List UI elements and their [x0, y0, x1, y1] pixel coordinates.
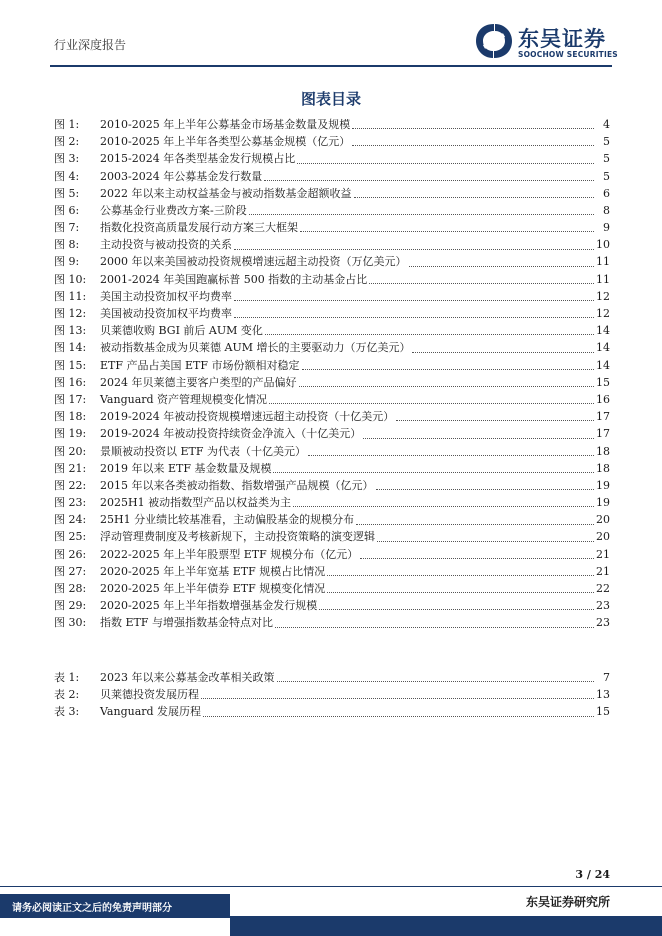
toc-entry-number: 图 29: — [54, 599, 87, 613]
toc-entry-title: Vanguard 发展历程 — [100, 705, 202, 719]
toc-entry-number: 图 19: — [54, 427, 87, 441]
toc-entry-title: 浮动管理费制度及考核新规下，主动投资策略的演变逻辑 — [100, 530, 375, 544]
toc-entry-title: 2024 年贝莱德主要客户类型的产品偏好 — [100, 375, 297, 389]
toc-entry-number: 图 24: — [54, 513, 87, 527]
toc-entry-title: Vanguard 资产管理规模变化情况 — [100, 392, 268, 406]
logo-chinese-name: 东吴证券 — [518, 27, 606, 51]
toc-leader-dots — [297, 163, 594, 164]
toc-entry-page: 5 — [603, 169, 610, 183]
toc-leader-dots — [354, 197, 595, 198]
header-divider — [50, 65, 612, 67]
toc-leader-dots — [327, 575, 594, 576]
toc-leader-dots — [360, 558, 594, 559]
toc-entry-title: 贝莱德收购 BGI 前后 AUM 变化 — [100, 324, 263, 338]
figure-toc-entry[interactable] — [54, 408, 610, 425]
toc-leader-dots — [273, 472, 594, 473]
figure-toc-entry[interactable] — [54, 150, 610, 167]
toc-entry-number: 图 3: — [54, 152, 80, 166]
figure-toc-entry[interactable] — [54, 529, 610, 546]
figure-toc-entry[interactable] — [54, 133, 610, 150]
figure-toc-entry[interactable] — [54, 305, 610, 322]
figure-toc-entry[interactable] — [54, 254, 610, 271]
toc-leader-dots — [363, 438, 594, 439]
toc-entry-title: 公募基金行业费改方案-三阶段 — [100, 203, 247, 217]
toc-entry-number: 表 3: — [54, 705, 80, 719]
toc-entry-page: 18 — [596, 461, 610, 475]
figure-toc-entry[interactable] — [54, 288, 610, 305]
figure-toc-entry[interactable] — [54, 374, 610, 391]
toc-entry-title: 指数化投资高质量发展行动方案三大框架 — [100, 221, 298, 235]
toc-entry-number: 图 9: — [54, 255, 80, 269]
figure-toc-entry[interactable] — [54, 357, 610, 374]
toc-entry-number: 图 25: — [54, 530, 87, 544]
toc-entry-page: 12 — [596, 289, 610, 303]
toc-entry-number: 表 2: — [54, 688, 80, 702]
figure-toc-entry[interactable] — [54, 580, 610, 597]
toc-entry-page: 19 — [596, 478, 610, 492]
footer-strip — [230, 916, 662, 936]
toc-entry-page: 18 — [596, 444, 610, 458]
toc-entry-number: 图 22: — [54, 478, 87, 492]
company-logo — [474, 22, 624, 62]
figure-toc-entry[interactable] — [54, 425, 610, 442]
figure-toc-entry[interactable] — [54, 443, 610, 460]
logo-mark-icon — [474, 22, 514, 60]
toc-entry-page: 19 — [596, 496, 610, 510]
toc-entry-number: 图 2: — [54, 135, 80, 149]
toc-entry-number: 图 28: — [54, 582, 87, 596]
toc-entry-page: 13 — [596, 688, 610, 702]
toc-entry-title: 贝莱德投资发展历程 — [100, 688, 199, 702]
toc-entry-page: 9 — [603, 221, 610, 235]
figure-toc-entry[interactable] — [54, 322, 610, 339]
toc-entry-title: 2000 年以来美国被动投资规模增速远超主动投资（万亿美元） — [100, 255, 407, 269]
table-toc-entry[interactable] — [54, 669, 610, 686]
toc-entry-number: 图 16: — [54, 375, 87, 389]
toc-entry-number: 图 7: — [54, 221, 80, 235]
toc-entry-title: 景顺被动投资以 ETF 为代表（十亿美元） — [100, 444, 306, 458]
toc-title: 图表目录 — [300, 90, 361, 108]
toc-entry-number: 图 26: — [54, 547, 87, 561]
toc-entry-page: 20 — [596, 513, 610, 527]
toc-entry-title: 2001-2024 年美国跑赢标普 500 指数的主动基金占比 — [100, 272, 368, 286]
toc-entry-page: 14 — [596, 341, 610, 355]
research-institute-name: 东吴证券研究所 — [525, 895, 610, 909]
toc-entry-title: 美国主动投资加权平均费率 — [100, 289, 232, 303]
toc-entry-title: 美国被动投资加权平均费率 — [100, 307, 232, 321]
toc-leader-dots — [299, 386, 595, 387]
toc-entry-page: 11 — [596, 255, 610, 269]
toc-leader-dots — [352, 145, 594, 146]
footer-disclaimer-bar — [0, 894, 230, 918]
toc-entry-title: 2023 年以来公募基金改革相关政策 — [100, 670, 275, 684]
toc-entry-page: 10 — [596, 238, 610, 252]
toc-entry-page: 20 — [596, 530, 610, 544]
toc-entry-number: 图 5: — [54, 186, 80, 200]
toc-leader-dots — [369, 283, 594, 284]
toc-leader-dots — [376, 489, 595, 490]
toc-entry-number: 图 17: — [54, 392, 87, 406]
figure-toc-entry[interactable] — [54, 460, 610, 477]
toc-entry-page: 6 — [603, 186, 610, 200]
toc-entry-title: 2003-2024 年公募基金发行数量 — [100, 169, 263, 183]
toc-leader-dots — [319, 609, 594, 610]
toc-entry-number: 图 12: — [54, 307, 87, 321]
toc-leader-dots — [201, 698, 594, 699]
figure-toc-entry[interactable] — [54, 614, 610, 631]
toc-entry-number: 图 15: — [54, 358, 87, 372]
toc-entry-page: 17 — [596, 410, 610, 424]
toc-entry-title: 2022 年以来主动权益基金与被动指数基金超额收益 — [100, 186, 352, 200]
toc-entry-number: 图 21: — [54, 461, 87, 475]
figure-toc-entry[interactable] — [54, 391, 610, 408]
toc-leader-dots — [203, 716, 594, 717]
figure-toc-entry[interactable] — [54, 597, 610, 614]
footer-divider — [0, 886, 662, 887]
table-toc-entry[interactable] — [54, 703, 610, 720]
toc-entry-number: 图 27: — [54, 564, 87, 578]
toc-entry-title: 主动投资与被动投资的关系 — [100, 238, 232, 252]
toc-entry-title: 指数 ETF 与增强指数基金特点对比 — [100, 616, 273, 630]
toc-entry-title: 2025H1 被动指数型产品以权益类为主 — [100, 496, 292, 510]
toc-leader-dots — [269, 403, 594, 404]
toc-entry-page: 5 — [603, 152, 610, 166]
toc-entry-page: 15 — [596, 375, 610, 389]
toc-entry-number: 表 1: — [54, 670, 80, 684]
figure-toc-entry[interactable] — [54, 168, 610, 185]
toc-entry-number: 图 18: — [54, 410, 87, 424]
toc-leader-dots — [264, 180, 594, 181]
toc-leader-dots — [396, 420, 594, 421]
toc-leader-dots — [356, 524, 594, 525]
toc-entry-page: 23 — [596, 599, 610, 613]
toc-leader-dots — [234, 249, 594, 250]
toc-entry-page: 21 — [596, 564, 610, 578]
toc-entry-title: 2015 年以来各类被动指数、指数增强产品规模（亿元） — [100, 478, 374, 492]
table-list — [54, 669, 610, 721]
figure-toc-entry[interactable] — [54, 202, 610, 219]
toc-entry-title: ETF 产品占美国 ETF 市场份额相对稳定 — [100, 358, 300, 372]
toc-entry-page: 16 — [596, 392, 610, 406]
toc-entry-number: 图 20: — [54, 444, 87, 458]
toc-entry-number: 图 6: — [54, 203, 80, 217]
toc-leader-dots — [275, 627, 594, 628]
toc-entry-number: 图 14: — [54, 341, 87, 355]
toc-entry-page: 4 — [603, 117, 610, 131]
logo-english-name: SOOCHOW SECURITIES — [518, 50, 618, 59]
toc-entry-number: 图 4: — [54, 169, 80, 183]
toc-entry-title: 25H1 分业绩比较基准看，主动偏股基金的规模分布 — [100, 513, 355, 527]
toc-leader-dots — [327, 592, 594, 593]
figure-toc-entry[interactable] — [54, 236, 610, 253]
toc-leader-dots — [302, 369, 595, 370]
figure-toc-entry[interactable] — [54, 494, 610, 511]
toc-entry-page: 5 — [603, 135, 610, 149]
figure-toc-entry[interactable] — [54, 271, 610, 288]
toc-leader-dots — [293, 506, 594, 507]
toc-leader-dots — [300, 231, 594, 232]
toc-entry-page: 15 — [596, 705, 610, 719]
figure-toc-entry[interactable] — [54, 546, 610, 563]
toc-entry-page: 8 — [603, 203, 610, 217]
toc-entry-page: 11 — [596, 272, 610, 286]
page-indicator: 3 / 24 — [575, 868, 610, 881]
toc-leader-dots — [409, 266, 595, 267]
toc-entry-title: 2019 年以来 ETF 基金数量及规模 — [100, 461, 272, 475]
toc-entry-number: 图 8: — [54, 238, 80, 252]
toc-entry-number: 图 13: — [54, 324, 87, 338]
report-type-label: 行业深度报告 — [54, 38, 127, 52]
figure-list — [54, 116, 610, 632]
toc-entry-number: 图 10: — [54, 272, 87, 286]
figure-toc-entry[interactable] — [54, 219, 610, 236]
toc-entry-page: 7 — [603, 670, 610, 684]
toc-entry-number: 图 23: — [54, 496, 87, 510]
toc-entry-page: 14 — [596, 324, 610, 338]
toc-entry-title: 2010-2025 年上半年各类型公募基金规模（亿元） — [100, 135, 351, 149]
figure-toc-entry[interactable] — [54, 563, 610, 580]
figure-toc-entry[interactable] — [54, 477, 610, 494]
toc-entry-title: 2020-2025 年上半年指数增强基金发行规模 — [100, 599, 318, 613]
toc-leader-dots — [277, 681, 595, 682]
table-toc-entry[interactable] — [54, 686, 610, 703]
toc-entry-title: 2019-2024 年被动投资持续资金净流入（十亿美元） — [100, 427, 362, 441]
toc-entry-title: 2020-2025 年上半年债券 ETF 规模变化情况 — [100, 582, 326, 596]
figure-toc-entry[interactable] — [54, 185, 610, 202]
toc-entry-page: 23 — [596, 616, 610, 630]
toc-entry-page: 22 — [596, 582, 610, 596]
toc-leader-dots — [234, 300, 594, 301]
toc-leader-dots — [265, 334, 594, 335]
toc-leader-dots — [234, 317, 594, 318]
toc-entry-page: 12 — [596, 307, 610, 321]
toc-entry-title: 2015-2024 年各类型基金发行规模占比 — [100, 152, 296, 166]
figure-toc-entry[interactable] — [54, 116, 610, 133]
toc-entry-number: 图 30: — [54, 616, 87, 630]
toc-entry-number: 图 11: — [54, 289, 87, 303]
toc-entry-number: 图 1: — [54, 117, 80, 131]
figure-toc-entry[interactable] — [54, 339, 610, 356]
toc-leader-dots — [412, 352, 594, 353]
toc-entry-title: 2019-2024 年被动投资规模增速远超主动投资（十亿美元） — [100, 410, 395, 424]
toc-leader-dots — [377, 541, 594, 542]
toc-leader-dots — [308, 455, 594, 456]
toc-entry-title: 被动指数基金成为贝莱德 AUM 增长的主要驱动力（万亿美元） — [100, 341, 411, 355]
toc-leader-dots — [352, 128, 594, 129]
figure-toc-entry[interactable] — [54, 511, 610, 528]
toc-entry-title: 2010-2025 年上半年公募基金市场基金数量及规模 — [100, 117, 351, 131]
toc-entry-page: 14 — [596, 358, 610, 372]
toc-leader-dots — [249, 214, 594, 215]
toc-entry-title: 2022-2025 年上半年股票型 ETF 规模分布（亿元） — [100, 547, 359, 561]
toc-entry-page: 21 — [596, 547, 610, 561]
disclaimer-text: 请务必阅读正文之后的免责声明部分 — [12, 903, 172, 914]
toc-entry-page: 17 — [596, 427, 610, 441]
toc-entry-title: 2020-2025 年上半年宽基 ETF 规模占比情况 — [100, 564, 326, 578]
